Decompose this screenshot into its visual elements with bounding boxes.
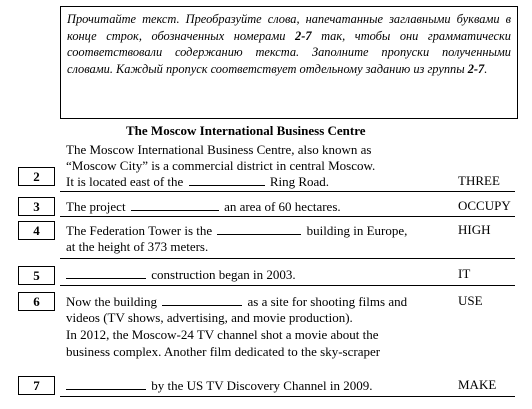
task-number-2: 2	[18, 167, 55, 186]
task-6-before: Now the building	[66, 294, 157, 309]
intro-line-1: The Moscow International Business Centre, also known as	[66, 142, 372, 157]
instructions-range-1: 2-7	[295, 28, 312, 43]
instructions-text-1: Прочитайте текст. Преобразуйте слова, напечатанные заглавными буквами в конце строк, обозначенных номерами	[67, 12, 511, 43]
separator-line	[60, 191, 515, 192]
task-4-line-2: at the height of 373 meters.	[66, 239, 209, 254]
instructions-box	[60, 6, 518, 119]
task-6-line-2: videos (TV shows, advertising, and movie production).	[66, 310, 353, 325]
task-4-after: building in Europe,	[306, 223, 408, 238]
instructions-range-2: 2-7	[467, 61, 485, 76]
task-line-4	[66, 222, 407, 239]
key-word-6: USE	[458, 293, 483, 308]
task-number-3: 3	[18, 197, 55, 216]
answer-blank-3[interactable]	[131, 198, 219, 211]
answer-blank-2[interactable]	[189, 173, 265, 186]
answer-blank-7[interactable]	[66, 377, 146, 390]
answer-blank-6[interactable]	[162, 293, 242, 306]
text-title: The Moscow International Business Centre	[126, 123, 366, 138]
key-word-5: IT	[458, 266, 471, 281]
task-line-3	[66, 198, 341, 215]
task-7-after: by the US TV Discovery Channel in 2009.	[151, 378, 373, 393]
task-2-before: It is located east of the	[66, 174, 184, 189]
key-word-2: THREE	[458, 173, 500, 188]
task-line-2	[66, 173, 329, 190]
intro-line-2: “Moscow City” is a commercial district in central Moscow.	[66, 158, 376, 173]
separator-line	[60, 285, 515, 286]
task-line-5	[66, 266, 296, 283]
key-word-7: MAKE	[458, 377, 497, 392]
task-number-4: 4	[18, 221, 55, 240]
task-line-6	[66, 293, 407, 310]
key-word-4: HIGH	[458, 222, 491, 237]
task-3-after: an area of 60 hectares.	[224, 199, 341, 214]
task-3-before: The project	[66, 199, 126, 214]
paragraph-line-2: business complex. Another film dedicated to the sky-scraper	[66, 344, 381, 359]
task-5-after: construction began in 2003.	[151, 267, 296, 282]
answer-blank-5[interactable]	[66, 266, 146, 279]
task-line-7	[66, 377, 372, 394]
task-4-before: The Federation Tower is the	[66, 223, 213, 238]
separator-line	[60, 216, 515, 217]
separator-line	[60, 396, 515, 397]
task-number-5: 5	[18, 266, 55, 285]
task-number-6: 6	[18, 292, 55, 311]
separator-line	[60, 258, 515, 259]
task-2-after: Ring Road.	[269, 174, 330, 189]
paragraph-line-1: In 2012, the Moscow-24 TV channel shot a movie about the	[66, 327, 379, 342]
answer-blank-4[interactable]	[217, 222, 301, 235]
instructions-text-3: .	[484, 61, 488, 76]
instructions-text-2: так, чтобы они грамматически соответствовали содержанию текста. Заполните пропуски полученными словами. Каждый пропуск соответствует отдельному заданию из группы	[67, 28, 511, 76]
key-word-3: OCCUPY	[458, 198, 511, 213]
task-number-7: 7	[18, 376, 55, 395]
task-6-after: as a site for shooting films and	[247, 294, 408, 309]
